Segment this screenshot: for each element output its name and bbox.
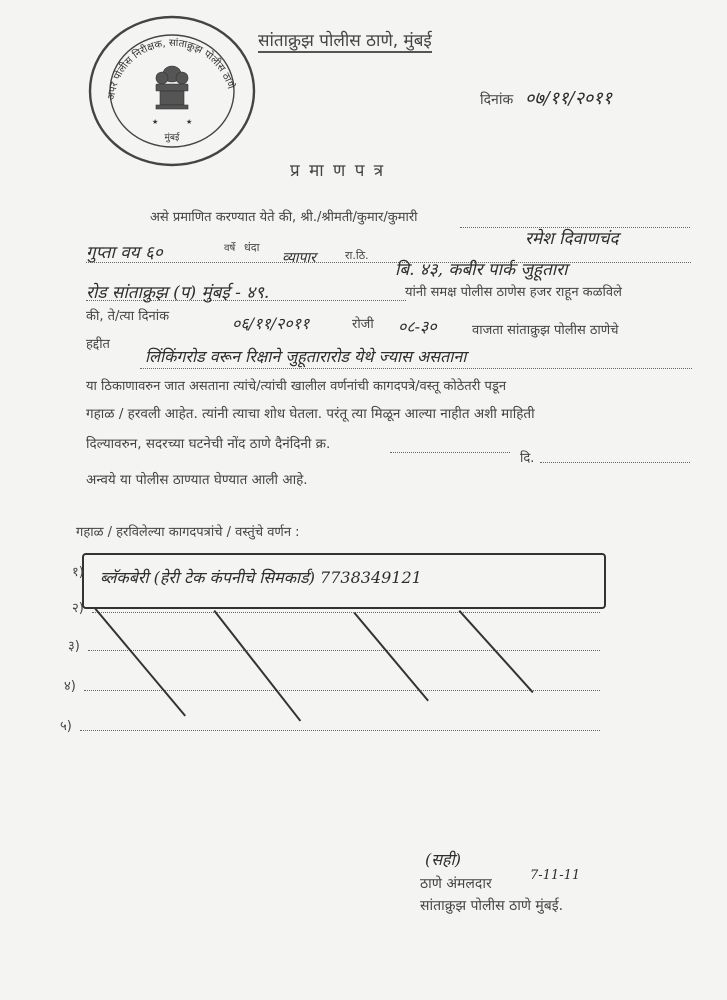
body-line-2-name: गुप्ता वय ६०	[86, 243, 163, 263]
body-line-7-print: गहाळ / हरवली आहेत. त्यांनी त्याचा शोध घेतला. परंतू त्या मिळून आल्या नाहीत अशी माहिती	[86, 406, 535, 422]
officer-designation: ठाणे अंमलदार	[420, 876, 492, 892]
dotted-line	[140, 368, 692, 369]
police-seal-stamp	[86, 12, 258, 170]
svg-text:मुंबई: मुंबई	[164, 133, 180, 143]
body-line-2-addr-label: रा.ठि.	[345, 249, 369, 262]
certificate-title: प्र मा ण प त्र	[290, 161, 386, 181]
item-number: २)	[72, 601, 84, 616]
body-line-6-print: या ठिकाणावरुन जात असताना त्यांचे/त्यांची खालील वर्णनांची कागदपत्रे/वस्तू कोठेतरी पडून	[86, 379, 507, 394]
body-line-8-print-b: दि.	[520, 451, 535, 466]
dotted-line	[86, 300, 406, 301]
body-line-1-print: असे प्रमाणित करण्यात येते की, श्री./श्रीमती/कुमार/कुमारी	[150, 210, 418, 225]
dotted-line	[88, 650, 600, 651]
strike-through-stroke	[94, 608, 186, 717]
item-number: ५)	[60, 719, 72, 734]
item-1-description: ब्लॅकबेरी (हेरी टेक कंपनीचे सिमकार्ड) 7738349121	[100, 568, 422, 587]
date-label: दिनांक	[480, 92, 514, 108]
dotted-line	[540, 462, 690, 463]
items-heading: गहाळ / हरविलेल्या कागदपत्रांचे / वस्तुंचे वर्णन :	[76, 525, 300, 540]
dotted-line	[460, 227, 690, 228]
body-line-2-addr: बि. ४३, कबीर पार्क जुहूतारा	[395, 260, 568, 280]
body-line-5-hand: लिंकिंगरोड वरून रिक्षाने जुहूतारारोड येथे ज्यास असताना	[145, 347, 467, 366]
svg-text:★: ★	[186, 118, 193, 126]
svg-text:★: ★	[152, 118, 159, 126]
body-line-8-print-a: दिल्यावरुन, सदरच्या घटनेची नोंद ठाणे दैनंदिनी क्र.	[86, 436, 331, 452]
strike-through-stroke	[459, 610, 534, 693]
dotted-line	[92, 612, 600, 613]
strike-through-stroke	[213, 610, 301, 722]
body-line-2-job-label: धंदा	[244, 241, 260, 254]
body-line-3-hand: रोड सांताक्रुझ (प) मुंबई - ४९.	[86, 283, 270, 303]
body-line-2-job: व्यापार	[282, 250, 316, 266]
body-line-4-print-c: वाजता सांताक्रुझ पोलीस ठाणेचे	[472, 323, 619, 338]
body-line-4-print-b: रोजी	[352, 317, 374, 332]
dotted-line	[86, 262, 691, 263]
item-number: १)	[72, 565, 84, 580]
body-line-5-print: हद्दीत	[86, 337, 110, 352]
body-line-9-print: अन्वये या पोलीस ठाण्यात घेण्यात आली आहे.	[86, 472, 308, 488]
body-line-4-time: ०८-३०	[398, 317, 437, 336]
date-value: ०७/११/२०११	[525, 88, 613, 109]
body-line-4-print-a: की, ते/त्या दिनांक	[86, 309, 170, 324]
svg-text:अपर पोलीस निरीक्षक, सांताक्रुझ: अपर पोलीस निरीक्षक, सांताक्रुझ पोलीस ठाणे	[106, 37, 236, 101]
body-line-3-print: यांनी समक्ष पोलीस ठाणेस हजर राहून कळविले	[405, 285, 622, 300]
item-number: ४)	[64, 679, 76, 694]
signature-station: सांताक्रुझ पोलीस ठाणे मुंबई.	[420, 898, 564, 914]
strike-through-stroke	[353, 612, 428, 701]
dotted-line	[390, 452, 510, 453]
station-header: सांताक्रुझ पोलीस ठाणे, मुंबई	[258, 28, 432, 53]
item-number: ३)	[68, 639, 80, 654]
signature: (सही)	[425, 850, 461, 869]
body-line-4-date: ०६/११/२०११	[232, 314, 310, 333]
body-line-1-hand: रमेश दिवाणचंद	[525, 229, 619, 249]
signature-date: 7-11-11	[530, 868, 581, 883]
body-line-2-age-label: वर्षे	[224, 243, 236, 254]
dotted-line	[80, 730, 600, 731]
